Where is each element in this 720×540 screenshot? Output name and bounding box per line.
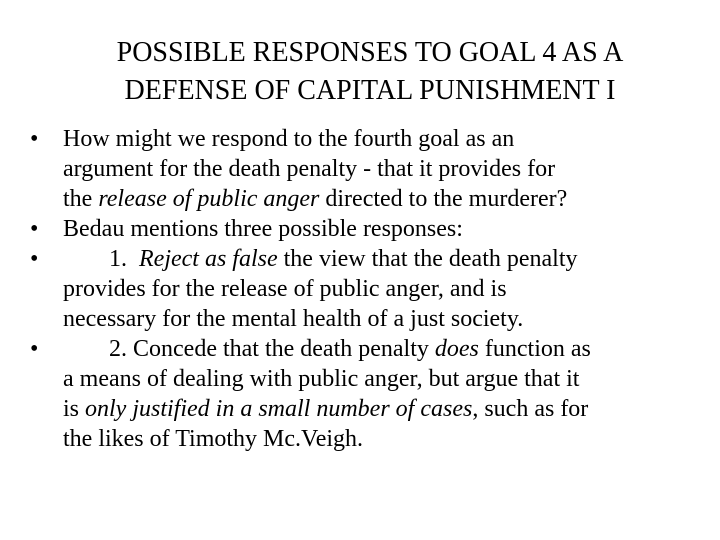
bullet-4-line-3a: is — [63, 396, 86, 422]
bullet-1-line-3b: directed to the murderer? — [319, 186, 568, 212]
bullet-marker: • — [30, 126, 39, 152]
bullet-4-line-4: the likes of Timothy Mc.Veigh. — [63, 426, 364, 452]
bullet-marker: • — [30, 336, 39, 362]
bullet-item-1 — [30, 124, 700, 214]
bullet-3-line-1b: the view that the death penalty — [277, 246, 578, 272]
bullet-2-line-1: Bedau mentions three possible responses: — [63, 216, 463, 242]
slide-title — [40, 34, 700, 110]
bullet-3-line-2: provides for the release of public anger, and is — [63, 276, 507, 302]
bullet-marker: • — [30, 246, 39, 272]
bullet-1-line-3a: the — [63, 186, 99, 212]
bullet-3-emphasis: Reject as false — [139, 246, 278, 272]
bullet-4-line-2: a means of dealing with public anger, but argue that it — [63, 366, 580, 392]
bullet-marker: • — [30, 216, 39, 242]
bullet-1-line-2: argument for the death penalty - that it provides for — [63, 156, 556, 182]
bullet-1-emphasis: release of public anger — [98, 186, 320, 212]
bullet-item-2 — [30, 214, 700, 244]
title-line-2: DEFENSE OF CAPITAL PUNISHMENT I — [124, 75, 616, 106]
bullet-4-emphasis-cases: only justified in a small number of cases — [85, 396, 473, 422]
bullet-list — [30, 124, 700, 454]
bullet-item-3 — [30, 244, 700, 334]
bullet-4-emphasis-does: does — [434, 336, 479, 362]
bullet-4-line-1b: function as — [478, 336, 591, 362]
title-line-1: POSSIBLE RESPONSES TO GOAL 4 AS A — [116, 37, 624, 68]
bullet-3-number: 1. — [109, 246, 127, 272]
bullet-4-number: 2. — [109, 336, 127, 362]
bullet-4-line-3b: , such as for — [472, 396, 589, 422]
bullet-item-4 — [30, 334, 700, 454]
bullet-1-line-1: How might we respond to the fourth goal as an — [63, 126, 515, 152]
bullet-3-line-3: necessary for the mental health of a just society. — [63, 306, 524, 332]
bullet-4-line-1a: Concede that the death penalty — [127, 336, 435, 362]
